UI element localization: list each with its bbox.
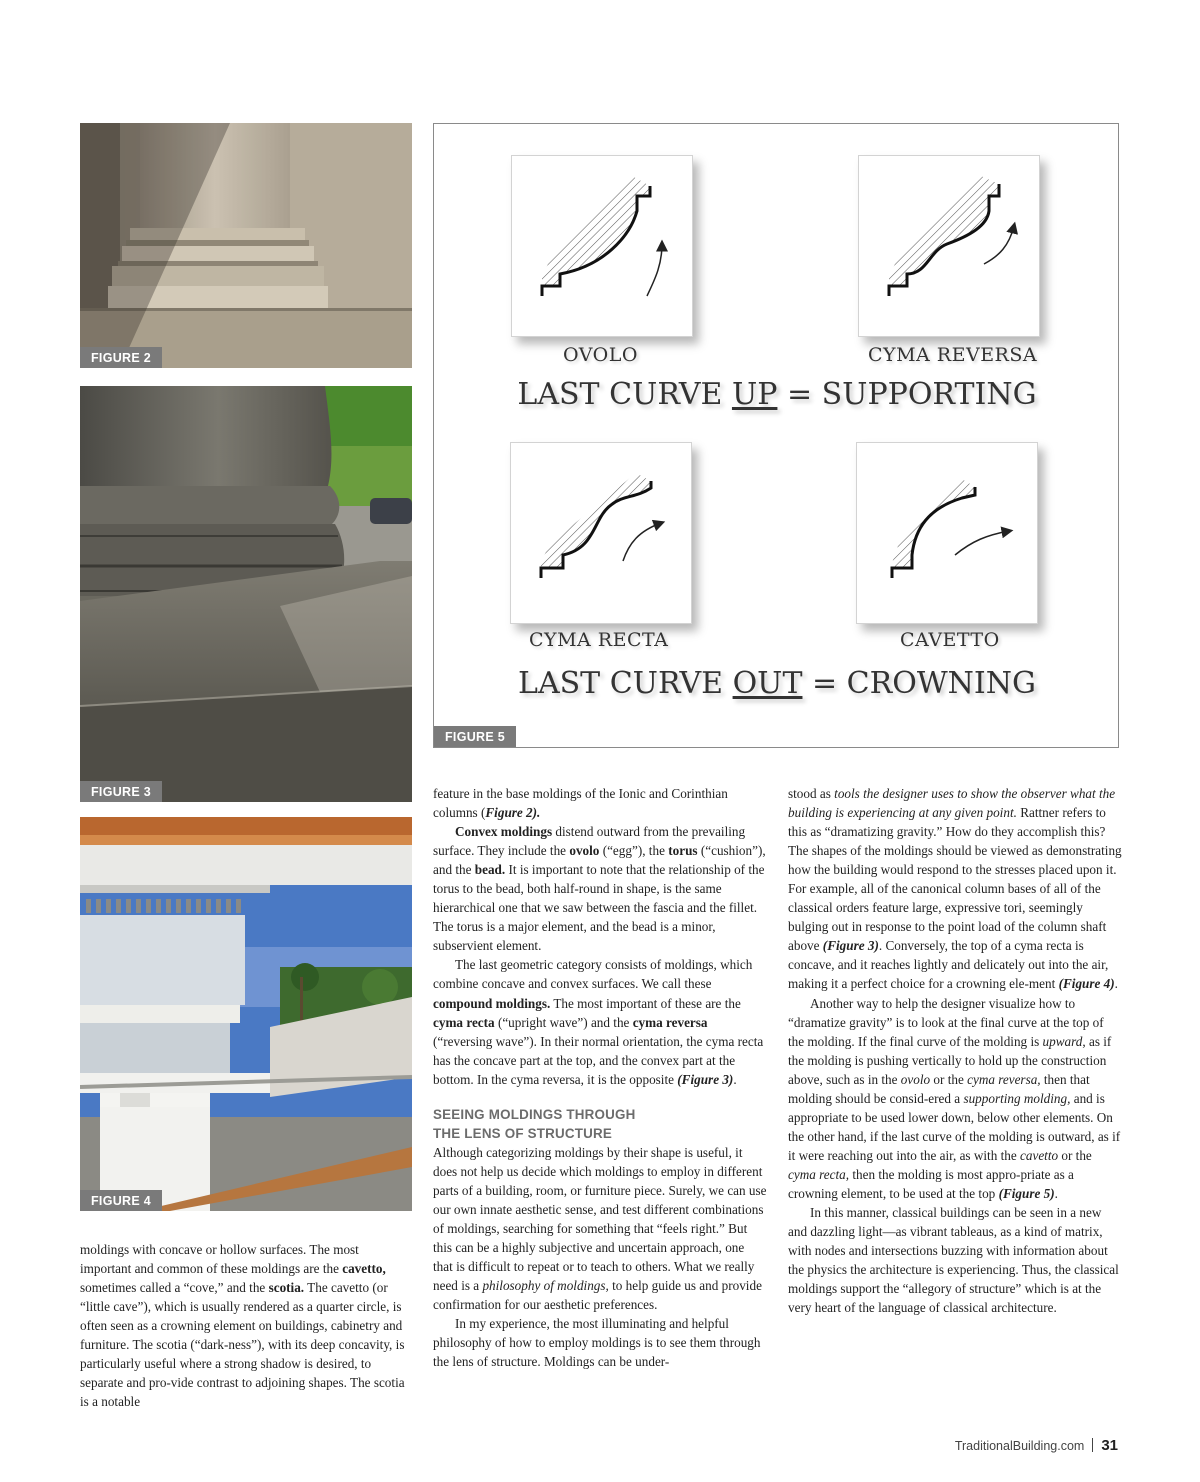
- paragraph: In this manner, classical buildings can be seen in a new and dazzling light—as vibrant tableaus, as a kind of matrix, with nodes and intersections buzzing with information about the physics the architecture is experiencing. Thus, the classical moldings support the “allegory of structure” which is at the very heart of the language of classical architecture.: [788, 1205, 1119, 1316]
- paragraph: The last geometric category consists of moldings, which combine concave and convex surfaces. We call these compound moldings. The most important of these are the cyma recta (“upright wave”) and the cyma reversa (“reversing wave”). In their normal orientation, the cyma recta has the concave part at the top, and the convex part at the bottom. In the cyma reversa, it is the opposite (Figure 3).: [433, 957, 764, 1087]
- ovolo-caption: OVOLO: [563, 344, 638, 366]
- footer-divider: [1092, 1438, 1093, 1452]
- article-column-1: [80, 1240, 412, 1411]
- figure-5-label: FIGURE 5: [434, 726, 516, 747]
- cyma-recta-tile: [510, 442, 692, 624]
- ovolo-profile-icon: [512, 156, 692, 336]
- column-torus-photo: [80, 386, 412, 802]
- figure-3-label: FIGURE 3: [80, 781, 162, 802]
- figure-5-diagram: [433, 123, 1119, 748]
- article-column-3: [788, 784, 1122, 1317]
- supporting-rule: LAST CURVE UP = SUPPORTING: [517, 377, 1037, 412]
- ovolo-tile: [511, 155, 693, 337]
- article-column-2: [433, 784, 767, 1371]
- section-heading: SEEING MOLDINGS THROUGH THE LENS OF STRUCTURE: [433, 1106, 636, 1141]
- crowning-rule: LAST CURVE OUT = CROWNING: [518, 666, 1036, 701]
- figure-4-label: FIGURE 4: [80, 1190, 162, 1211]
- figure-4-photo: [80, 817, 412, 1211]
- cavetto-profile-icon: [857, 443, 1037, 623]
- paragraph: feature in the base moldings of the Ionic and Corinthian columns (Figure 2).: [433, 786, 728, 821]
- figure-3-photo: [80, 386, 412, 802]
- figure-2-photo: [80, 123, 412, 368]
- paragraph: Although categorizing moldings by their shape is useful, it does not help us decide which moldings to employ in different parts of a building, room, or furniture piece. Surely, we can use our own innate aesthetic sense, and test different combinations of moldings, searching for something that “feels right.” But this can be a highly subjective and uncertain approach, one that is difficult to repeat or to teach to others. What we really need is a philosophy of moldings, to help guide us and provide confirmation for our aesthetic preferences.: [433, 1144, 767, 1313]
- column-base-photo: [80, 123, 412, 368]
- site-name: TraditionalBuilding.com: [954, 1439, 1085, 1453]
- paragraph: moldings with concave or hollow surfaces. The most important and common of these moldings are the cavetto, sometimes called a “cove,” and the scotia. The cavetto (or “little cave”), which is usually rendered as a quarter circle, is often seen as a crowning element on buildings, cabinetry and furniture. The scotia (“dark-ness”), with its deep concavity, is particularly useful where a strong shadow is desired, to separate and pro-vide contrast to adjoining shapes. The scotia is a notable: [80, 1242, 405, 1410]
- page-footer: [955, 1437, 1118, 1454]
- cornice-photo: [80, 817, 412, 1211]
- page-number: 31: [1101, 1437, 1118, 1454]
- cyma-recta-caption: CYMA RECTA: [529, 629, 669, 651]
- cavetto-caption: CAVETTO: [900, 629, 1000, 651]
- cyma-reversa-tile: [858, 155, 1040, 337]
- paragraph: stood as tools the designer uses to show the observer what the building is experiencing at any given point. Rattner refers to this as “dramatizing gravity.” How do they accomplish this? The shapes of the moldings should be viewed as demonstrating how the building would respond to the stresses placed upon it. For example, all of the canonical column bases of all of the classical orders feature large, expressive tori, seemingly bulging out in response to the point load of the column shaft above (Figure 3). Conversely, the top of a cyma recta is concave, and it reaches lightly and delicately out into the air, making it a perfect choice for a crowning ele-ment (Figure 4).: [788, 786, 1122, 992]
- paragraph: In my experience, the most illuminating and helpful philosophy of how to employ moldings is to see them through the lens of structure. Moldings can be under-: [433, 1316, 761, 1370]
- paragraph: Another way to help the designer visualize how to “dramatize gravity” is to look at the final curve at the top of the molding. If the final curve of the molding is upward, as if the molding is pushing vertically to hold up the construction above, such as in the ovolo or the cyma reversa, then that molding should be consid-ered a supporting molding, and is appropriate to be used lower down, below other elements. On the other hand, if the last curve of the molding is outward, as if it were reaching out into the air, as with the cavetto or the cyma recta, then the molding is most appro-priate as a crowning element, to be used at the top (Figure 5).: [788, 995, 1121, 1201]
- cyma-recta-profile-icon: [511, 443, 691, 623]
- figure-2-label: FIGURE 2: [80, 347, 162, 368]
- cyma-reversa-profile-icon: [859, 156, 1039, 336]
- cyma-reversa-caption: CYMA REVERSA: [868, 344, 1038, 366]
- paragraph: Convex moldings distend outward from the prevailing surface. They include the ovolo (“egg”), the torus (“cushion”), and the bead. It is important to note that the relationship of the torus to the bead, both half-round in shape, is the same hierarchical one that we saw between the fascia and the fillet. The torus is a major element, and the bead is a minor, subservient element.: [433, 824, 766, 954]
- cavetto-tile: [856, 442, 1038, 624]
